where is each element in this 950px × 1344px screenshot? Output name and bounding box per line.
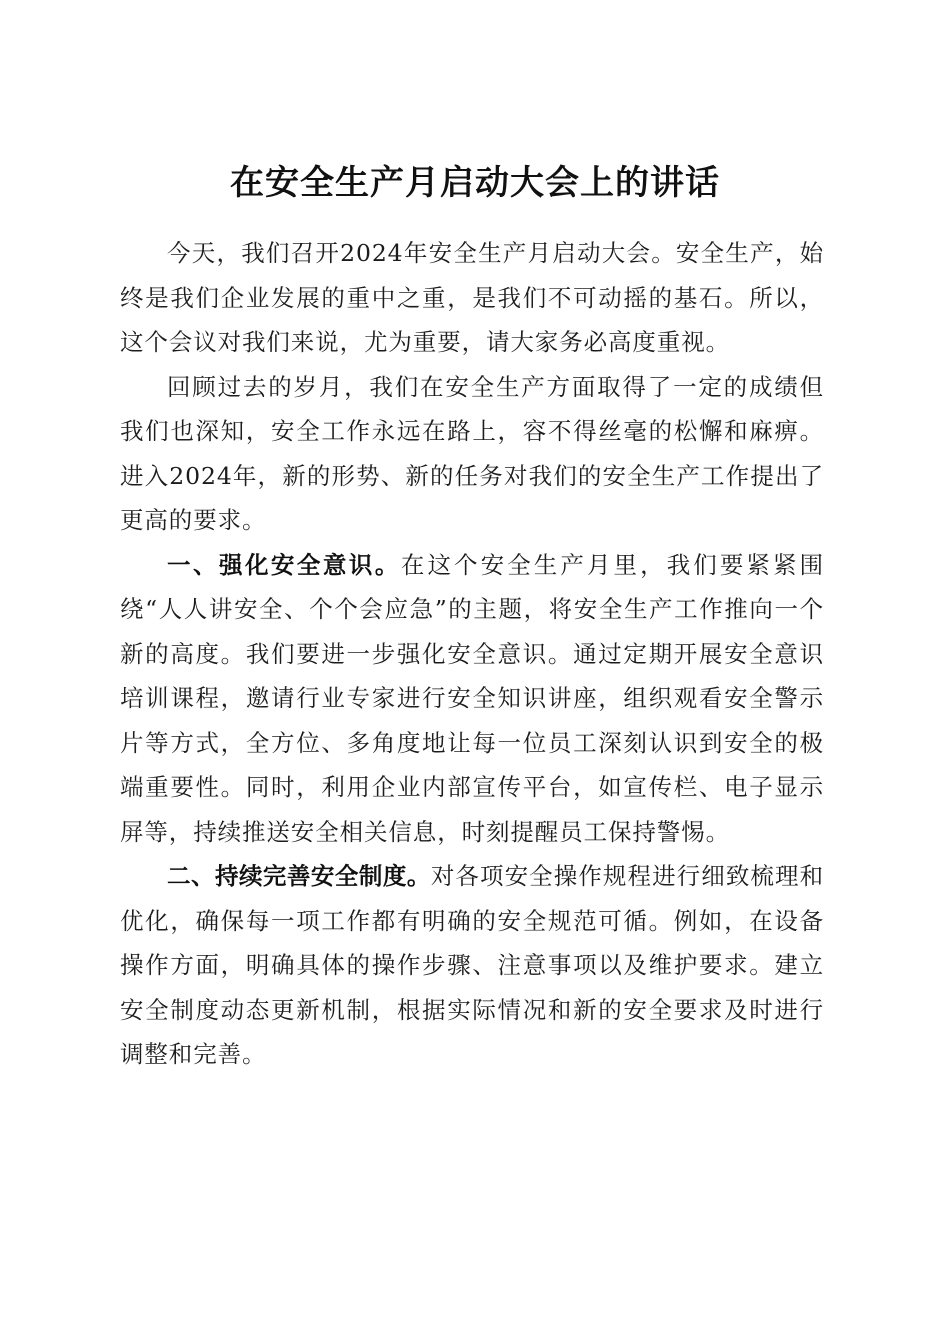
page-title: 在安全生产月启动大会上的讲话: [230, 162, 720, 203]
paragraph-text: 对各项安全操作规程进行细致梳理和优化，确保每一项工作都有明确的安全规范可循。例如，在设备操作方面，明确具体的操作步骤、注意事项以及维护要求。建立安全制度动态更新机制，根据实际情况和新的安全要求及时进行调整和完善。: [120, 862, 824, 1068]
document-body: [120, 231, 824, 1077]
section-heading: 一、强化安全意识。: [167, 550, 401, 579]
paragraph-section-two: [120, 854, 824, 1077]
paragraph-section-one: [120, 543, 824, 855]
section-heading: 二、持续完善安全制度。: [167, 862, 431, 890]
paragraph-opening: [120, 231, 824, 365]
paragraph-text: 回顾过去的岁月，我们在安全生产方面取得了一定的成绩但我们也深知，安全工作永远在路上，容不得丝毫的松懈和麻痹。进入2024年，新的形势、新的任务对我们的安全生产工作提出了更高的要求。: [120, 372, 824, 534]
paragraph-text: 在这个安全生产月里，我们要紧紧围绕“人人讲安全、个个会应急”的主题，将安全生产工作推向一个新的高度。我们要进一步强化安全意识。通过定期开展安全意识培训课程，邀请行业专家进行安全知识讲座，组织观看安全警示片等方式，全方位、多角度地让每一位员工深刻认识到安全的极端重要性。同时，利用企业内部宣传平台，如宣传栏、电子显示屏等，持续推送安全相关信息，时刻提醒员工保持警惕。: [120, 550, 825, 846]
paragraph-review: [120, 365, 824, 543]
paragraph-text: 今天，我们召开2024年安全生产月启动大会。安全生产，始终是我们企业发展的重中之重，是我们不可动摇的基石。所以，这个会议对我们来说，尤为重要，请大家务必高度重视。: [120, 239, 824, 356]
